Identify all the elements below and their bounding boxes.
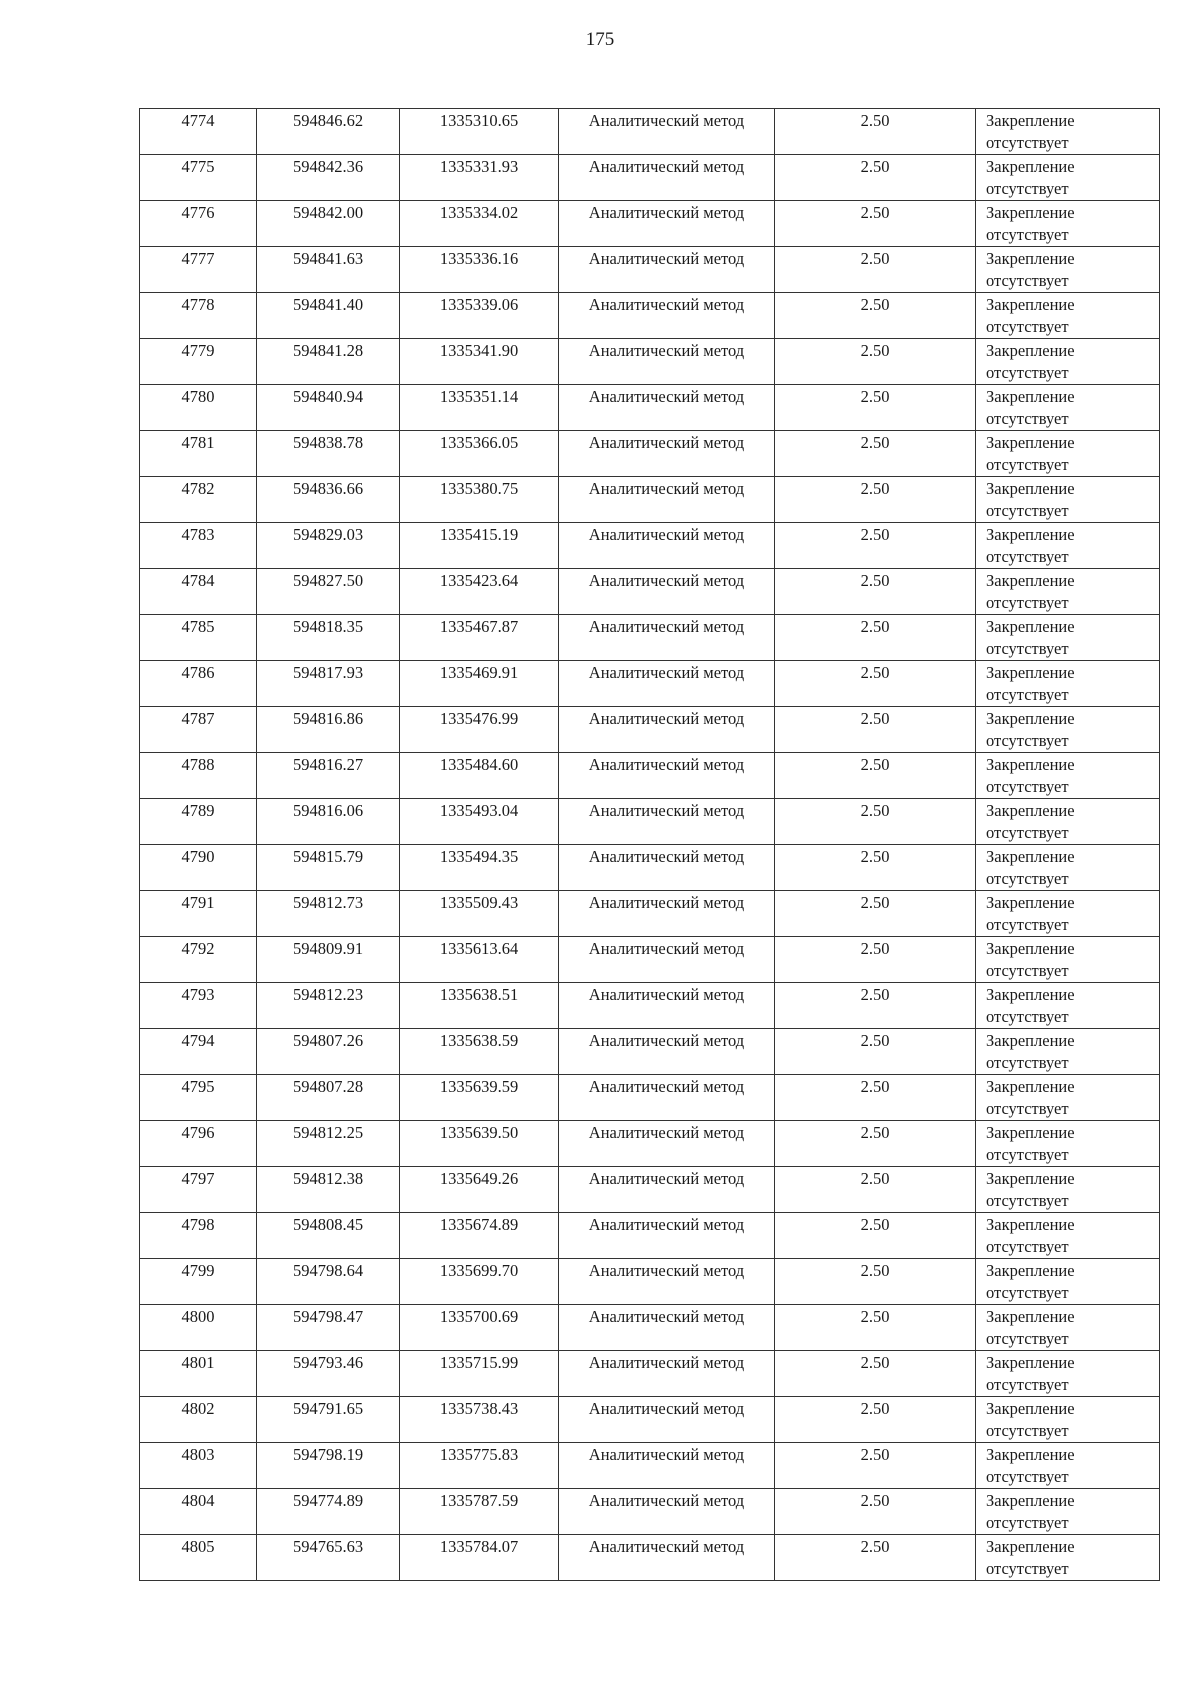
accuracy-cell: 2.50 xyxy=(775,339,976,385)
point-number-cell: 4799 xyxy=(140,1259,257,1305)
method-cell: Аналитический метод xyxy=(559,523,775,569)
x-coordinate-cell: 594816.06 xyxy=(257,799,400,845)
y-coordinate-cell: 1335415.19 xyxy=(400,523,559,569)
fixation-cell: Закрепление отсутствует xyxy=(976,753,1160,799)
method-cell: Аналитический метод xyxy=(559,1489,775,1535)
table-row xyxy=(140,109,1160,155)
fixation-cell: Закрепление отсутствует xyxy=(976,1535,1160,1581)
method-cell: Аналитический метод xyxy=(559,891,775,937)
x-coordinate-cell: 594817.93 xyxy=(257,661,400,707)
y-coordinate-cell: 1335784.07 xyxy=(400,1535,559,1581)
point-number-cell: 4787 xyxy=(140,707,257,753)
accuracy-cell: 2.50 xyxy=(775,385,976,431)
table-row xyxy=(140,937,1160,983)
x-coordinate-cell: 594841.40 xyxy=(257,293,400,339)
method-cell: Аналитический метод xyxy=(559,983,775,1029)
point-number-cell: 4795 xyxy=(140,1075,257,1121)
y-coordinate-cell: 1335331.93 xyxy=(400,155,559,201)
method-cell: Аналитический метод xyxy=(559,247,775,293)
table-row xyxy=(140,1305,1160,1351)
table-row xyxy=(140,1121,1160,1167)
point-number-cell: 4791 xyxy=(140,891,257,937)
table-row xyxy=(140,1489,1160,1535)
x-coordinate-cell: 594809.91 xyxy=(257,937,400,983)
page-number: 175 xyxy=(585,29,615,50)
accuracy-cell: 2.50 xyxy=(775,799,976,845)
x-coordinate-cell: 594838.78 xyxy=(257,431,400,477)
point-number-cell: 4780 xyxy=(140,385,257,431)
point-number-cell: 4797 xyxy=(140,1167,257,1213)
table-row xyxy=(140,477,1160,523)
accuracy-cell: 2.50 xyxy=(775,1535,976,1581)
accuracy-cell: 2.50 xyxy=(775,1075,976,1121)
table-row xyxy=(140,1075,1160,1121)
point-number-cell: 4776 xyxy=(140,201,257,247)
x-coordinate-cell: 594841.63 xyxy=(257,247,400,293)
table-row xyxy=(140,1259,1160,1305)
accuracy-cell: 2.50 xyxy=(775,1213,976,1259)
x-coordinate-cell: 594815.79 xyxy=(257,845,400,891)
accuracy-cell: 2.50 xyxy=(775,615,976,661)
x-coordinate-cell: 594791.65 xyxy=(257,1397,400,1443)
table-row xyxy=(140,983,1160,1029)
table-row xyxy=(140,1351,1160,1397)
x-coordinate-cell: 594798.47 xyxy=(257,1305,400,1351)
method-cell: Аналитический метод xyxy=(559,799,775,845)
x-coordinate-cell: 594812.38 xyxy=(257,1167,400,1213)
table-row xyxy=(140,385,1160,431)
table-row xyxy=(140,569,1160,615)
fixation-cell: Закрепление отсутствует xyxy=(976,661,1160,707)
method-cell: Аналитический метод xyxy=(559,1213,775,1259)
table-row xyxy=(140,1167,1160,1213)
x-coordinate-cell: 594807.26 xyxy=(257,1029,400,1075)
accuracy-cell: 2.50 xyxy=(775,1351,976,1397)
y-coordinate-cell: 1335649.26 xyxy=(400,1167,559,1213)
fixation-cell: Закрепление отсутствует xyxy=(976,477,1160,523)
y-coordinate-cell: 1335476.99 xyxy=(400,707,559,753)
y-coordinate-cell: 1335639.59 xyxy=(400,1075,559,1121)
accuracy-cell: 2.50 xyxy=(775,201,976,247)
y-coordinate-cell: 1335341.90 xyxy=(400,339,559,385)
point-number-cell: 4794 xyxy=(140,1029,257,1075)
x-coordinate-cell: 594808.45 xyxy=(257,1213,400,1259)
point-number-cell: 4789 xyxy=(140,799,257,845)
y-coordinate-cell: 1335493.04 xyxy=(400,799,559,845)
accuracy-cell: 2.50 xyxy=(775,293,976,339)
table-row xyxy=(140,1443,1160,1489)
accuracy-cell: 2.50 xyxy=(775,247,976,293)
accuracy-cell: 2.50 xyxy=(775,1259,976,1305)
accuracy-cell: 2.50 xyxy=(775,983,976,1029)
x-coordinate-cell: 594816.86 xyxy=(257,707,400,753)
fixation-cell: Закрепление отсутствует xyxy=(976,385,1160,431)
accuracy-cell: 2.50 xyxy=(775,753,976,799)
table-row xyxy=(140,891,1160,937)
y-coordinate-cell: 1335423.64 xyxy=(400,569,559,615)
accuracy-cell: 2.50 xyxy=(775,937,976,983)
point-number-cell: 4784 xyxy=(140,569,257,615)
method-cell: Аналитический метод xyxy=(559,569,775,615)
point-number-cell: 4788 xyxy=(140,753,257,799)
fixation-cell: Закрепление отсутствует xyxy=(976,339,1160,385)
method-cell: Аналитический метод xyxy=(559,1075,775,1121)
accuracy-cell: 2.50 xyxy=(775,1029,976,1075)
table-row xyxy=(140,293,1160,339)
x-coordinate-cell: 594842.00 xyxy=(257,201,400,247)
table-row xyxy=(140,155,1160,201)
method-cell: Аналитический метод xyxy=(559,155,775,201)
y-coordinate-cell: 1335336.16 xyxy=(400,247,559,293)
table-row xyxy=(140,1213,1160,1259)
point-number-cell: 4798 xyxy=(140,1213,257,1259)
fixation-cell: Закрепление отсутствует xyxy=(976,293,1160,339)
y-coordinate-cell: 1335638.51 xyxy=(400,983,559,1029)
point-number-cell: 4774 xyxy=(140,109,257,155)
fixation-cell: Закрепление отсутствует xyxy=(976,523,1160,569)
accuracy-cell: 2.50 xyxy=(775,845,976,891)
method-cell: Аналитический метод xyxy=(559,1259,775,1305)
accuracy-cell: 2.50 xyxy=(775,155,976,201)
point-number-cell: 4781 xyxy=(140,431,257,477)
x-coordinate-cell: 594836.66 xyxy=(257,477,400,523)
method-cell: Аналитический метод xyxy=(559,339,775,385)
x-coordinate-cell: 594816.27 xyxy=(257,753,400,799)
accuracy-cell: 2.50 xyxy=(775,1443,976,1489)
fixation-cell: Закрепление отсутствует xyxy=(976,1397,1160,1443)
point-number-cell: 4775 xyxy=(140,155,257,201)
fixation-cell: Закрепление отсутствует xyxy=(976,1305,1160,1351)
method-cell: Аналитический метод xyxy=(559,1443,775,1489)
table-row xyxy=(140,523,1160,569)
y-coordinate-cell: 1335674.89 xyxy=(400,1213,559,1259)
fixation-cell: Закрепление отсутствует xyxy=(976,1121,1160,1167)
point-number-cell: 4803 xyxy=(140,1443,257,1489)
table-row xyxy=(140,1535,1160,1581)
x-coordinate-cell: 594827.50 xyxy=(257,569,400,615)
method-cell: Аналитический метод xyxy=(559,477,775,523)
x-coordinate-cell: 594846.62 xyxy=(257,109,400,155)
accuracy-cell: 2.50 xyxy=(775,661,976,707)
fixation-cell: Закрепление отсутствует xyxy=(976,707,1160,753)
table-row xyxy=(140,707,1160,753)
fixation-cell: Закрепление отсутствует xyxy=(976,569,1160,615)
y-coordinate-cell: 1335699.70 xyxy=(400,1259,559,1305)
y-coordinate-cell: 1335351.14 xyxy=(400,385,559,431)
accuracy-cell: 2.50 xyxy=(775,431,976,477)
fixation-cell: Закрепление отсутствует xyxy=(976,1351,1160,1397)
x-coordinate-cell: 594798.19 xyxy=(257,1443,400,1489)
y-coordinate-cell: 1335494.35 xyxy=(400,845,559,891)
x-coordinate-cell: 594765.63 xyxy=(257,1535,400,1581)
y-coordinate-cell: 1335334.02 xyxy=(400,201,559,247)
fixation-cell: Закрепление отсутствует xyxy=(976,201,1160,247)
table-row xyxy=(140,845,1160,891)
point-number-cell: 4801 xyxy=(140,1351,257,1397)
coordinates-table-body xyxy=(140,109,1160,1581)
x-coordinate-cell: 594812.25 xyxy=(257,1121,400,1167)
fixation-cell: Закрепление отсутствует xyxy=(976,891,1160,937)
method-cell: Аналитический метод xyxy=(559,1167,775,1213)
point-number-cell: 4785 xyxy=(140,615,257,661)
point-number-cell: 4800 xyxy=(140,1305,257,1351)
method-cell: Аналитический метод xyxy=(559,1029,775,1075)
method-cell: Аналитический метод xyxy=(559,1351,775,1397)
method-cell: Аналитический метод xyxy=(559,1121,775,1167)
point-number-cell: 4796 xyxy=(140,1121,257,1167)
fixation-cell: Закрепление отсутствует xyxy=(976,983,1160,1029)
accuracy-cell: 2.50 xyxy=(775,1167,976,1213)
point-number-cell: 4802 xyxy=(140,1397,257,1443)
fixation-cell: Закрепление отсутствует xyxy=(976,1167,1160,1213)
point-number-cell: 4792 xyxy=(140,937,257,983)
point-number-cell: 4786 xyxy=(140,661,257,707)
x-coordinate-cell: 594840.94 xyxy=(257,385,400,431)
method-cell: Аналитический метод xyxy=(559,385,775,431)
x-coordinate-cell: 594842.36 xyxy=(257,155,400,201)
fixation-cell: Закрепление отсутствует xyxy=(976,937,1160,983)
y-coordinate-cell: 1335787.59 xyxy=(400,1489,559,1535)
x-coordinate-cell: 594818.35 xyxy=(257,615,400,661)
x-coordinate-cell: 594812.73 xyxy=(257,891,400,937)
accuracy-cell: 2.50 xyxy=(775,1305,976,1351)
accuracy-cell: 2.50 xyxy=(775,477,976,523)
method-cell: Аналитический метод xyxy=(559,109,775,155)
y-coordinate-cell: 1335738.43 xyxy=(400,1397,559,1443)
table-row xyxy=(140,1029,1160,1075)
table-row xyxy=(140,661,1160,707)
y-coordinate-cell: 1335509.43 xyxy=(400,891,559,937)
method-cell: Аналитический метод xyxy=(559,1397,775,1443)
y-coordinate-cell: 1335639.50 xyxy=(400,1121,559,1167)
method-cell: Аналитический метод xyxy=(559,661,775,707)
point-number-cell: 4779 xyxy=(140,339,257,385)
y-coordinate-cell: 1335613.64 xyxy=(400,937,559,983)
y-coordinate-cell: 1335467.87 xyxy=(400,615,559,661)
y-coordinate-cell: 1335715.99 xyxy=(400,1351,559,1397)
method-cell: Аналитический метод xyxy=(559,201,775,247)
accuracy-cell: 2.50 xyxy=(775,891,976,937)
y-coordinate-cell: 1335638.59 xyxy=(400,1029,559,1075)
y-coordinate-cell: 1335700.69 xyxy=(400,1305,559,1351)
table-row xyxy=(140,339,1160,385)
accuracy-cell: 2.50 xyxy=(775,523,976,569)
fixation-cell: Закрепление отсутствует xyxy=(976,1213,1160,1259)
method-cell: Аналитический метод xyxy=(559,707,775,753)
method-cell: Аналитический метод xyxy=(559,937,775,983)
method-cell: Аналитический метод xyxy=(559,431,775,477)
accuracy-cell: 2.50 xyxy=(775,1121,976,1167)
point-number-cell: 4804 xyxy=(140,1489,257,1535)
fixation-cell: Закрепление отсутствует xyxy=(976,247,1160,293)
x-coordinate-cell: 594793.46 xyxy=(257,1351,400,1397)
y-coordinate-cell: 1335484.60 xyxy=(400,753,559,799)
method-cell: Аналитический метод xyxy=(559,753,775,799)
fixation-cell: Закрепление отсутствует xyxy=(976,845,1160,891)
x-coordinate-cell: 594774.89 xyxy=(257,1489,400,1535)
accuracy-cell: 2.50 xyxy=(775,707,976,753)
coordinates-table xyxy=(139,108,1160,1581)
method-cell: Аналитический метод xyxy=(559,1535,775,1581)
table-row xyxy=(140,615,1160,661)
fixation-cell: Закрепление отсутствует xyxy=(976,155,1160,201)
point-number-cell: 4793 xyxy=(140,983,257,1029)
x-coordinate-cell: 594829.03 xyxy=(257,523,400,569)
x-coordinate-cell: 594841.28 xyxy=(257,339,400,385)
point-number-cell: 4790 xyxy=(140,845,257,891)
table-row xyxy=(140,201,1160,247)
accuracy-cell: 2.50 xyxy=(775,569,976,615)
y-coordinate-cell: 1335380.75 xyxy=(400,477,559,523)
point-number-cell: 4778 xyxy=(140,293,257,339)
y-coordinate-cell: 1335469.91 xyxy=(400,661,559,707)
y-coordinate-cell: 1335339.06 xyxy=(400,293,559,339)
fixation-cell: Закрепление отсутствует xyxy=(976,1443,1160,1489)
accuracy-cell: 2.50 xyxy=(775,1489,976,1535)
fixation-cell: Закрепление отсутствует xyxy=(976,1259,1160,1305)
fixation-cell: Закрепление отсутствует xyxy=(976,1075,1160,1121)
method-cell: Аналитический метод xyxy=(559,615,775,661)
point-number-cell: 4782 xyxy=(140,477,257,523)
method-cell: Аналитический метод xyxy=(559,845,775,891)
x-coordinate-cell: 594812.23 xyxy=(257,983,400,1029)
table-row xyxy=(140,753,1160,799)
y-coordinate-cell: 1335310.65 xyxy=(400,109,559,155)
accuracy-cell: 2.50 xyxy=(775,109,976,155)
table-row xyxy=(140,799,1160,845)
point-number-cell: 4805 xyxy=(140,1535,257,1581)
fixation-cell: Закрепление отсутствует xyxy=(976,799,1160,845)
table-row xyxy=(140,431,1160,477)
y-coordinate-cell: 1335775.83 xyxy=(400,1443,559,1489)
y-coordinate-cell: 1335366.05 xyxy=(400,431,559,477)
fixation-cell: Закрепление отсутствует xyxy=(976,1489,1160,1535)
table-row xyxy=(140,247,1160,293)
x-coordinate-cell: 594798.64 xyxy=(257,1259,400,1305)
fixation-cell: Закрепление отсутствует xyxy=(976,1029,1160,1075)
method-cell: Аналитический метод xyxy=(559,1305,775,1351)
table-row xyxy=(140,1397,1160,1443)
fixation-cell: Закрепление отсутствует xyxy=(976,431,1160,477)
accuracy-cell: 2.50 xyxy=(775,1397,976,1443)
fixation-cell: Закрепление отсутствует xyxy=(976,109,1160,155)
point-number-cell: 4783 xyxy=(140,523,257,569)
fixation-cell: Закрепление отсутствует xyxy=(976,615,1160,661)
point-number-cell: 4777 xyxy=(140,247,257,293)
x-coordinate-cell: 594807.28 xyxy=(257,1075,400,1121)
method-cell: Аналитический метод xyxy=(559,293,775,339)
